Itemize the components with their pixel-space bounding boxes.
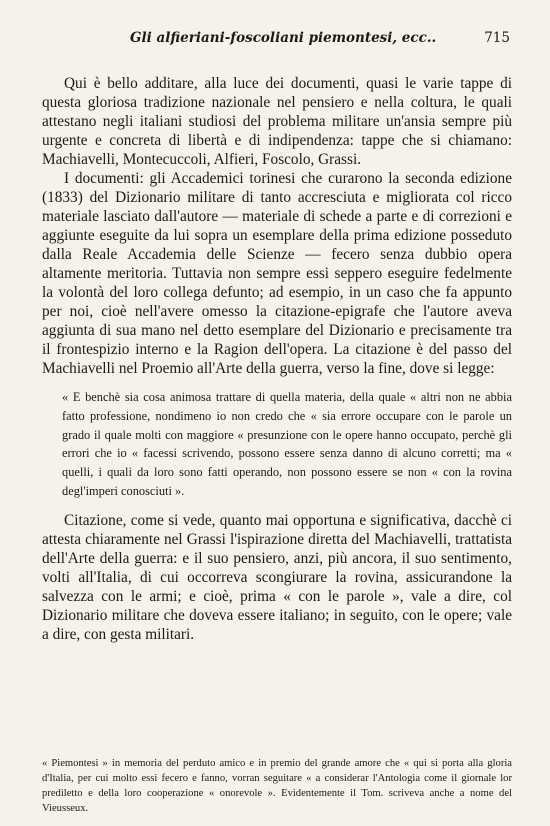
paragraph-3: Citazione, come si vede, quanto mai opportuna e significativa, dacchè ci attesta chiaramente nel Grassi l'ispirazione diretta del Machiavelli, trattatista dell'Arte della guerra: e il suo pensiero, anzi, più ancora, il suo sentimento, volti all'Italia, di cui occorreva scongiurare la rovina, assicurandone la salvezza con le armi; e cioè, prima « con le parole », vale a dire, col Dizionario militare che doveva essere italiano; in seguito, con le opere; vale a dire, con gesta militari.: [42, 511, 512, 643]
running-header: [130, 30, 510, 46]
block-quote: [62, 388, 512, 501]
page-number: 715: [484, 30, 510, 46]
running-title: Gli alfieriani-foscoliani piemontesi, ecc..: [130, 30, 437, 46]
paragraph-2: I documenti: gli Accademici torinesi che curarono la seconda edizione (1833) del Dizionario militare di tanto accresciuta e migliorata col ricco materiale lasciato dall'autore — materiale di schede a parte e di correzioni e aggiunte eseguite da lui sopra un esemplare della prima edizione posseduto dalla Reale Accademia delle Scienze — fecero senza dubbio opera altamente meritoria. Tuttavia non sempre essi seppero eseguire fedelmente la volontà del loro collega defunto; ad esempio, in un caso che fa appunto per noi, cioè nell'avere omesso la citazione-epigrafe che l'autore aveva aggiunta di sua mano nel detto esemplare del Dizionario e precisamente tra il frontespizio interno e la Ragion dell'opera. La citazione è del passo del Machiavelli nel Proemio all'Arte della guerra, verso la fine, dove si legge:: [42, 170, 512, 377]
footnote-text: « Piemontesi » in memoria del perduto amico e in premio del grande amore che « qui si porta alla gloria d'Italia, per cui molto essi fecero e fanno, vorran seguitare « a considerar l'Antologia come il giornale lor prediletto e della loro cooperazione « onorevole ». Evidentemente il Tom. scriveva anche a nome del Vieusseux.: [42, 758, 512, 814]
body-text: [42, 74, 512, 644]
paragraph-1: Qui è bello additare, alla luce dei documenti, quasi le varie tappe di questa gloriosa tradizione nazionale nel pensiero e nella coltura, le quali attestano negli italiani studiosi del problema militare un'ansia sempre più urgente e concreta di libertà e di indipendenza: tappe che si chiamano: Machiavelli, Montecuccoli, Alfieri, Foscolo, Grassi.: [42, 75, 512, 168]
footnote: [42, 756, 512, 816]
quote-text: « E benchè sia cosa animosa trattare di quella materia, della quale « altri non ne abbia fatto professione, nondimeno io non credo che « sia errore occupare con le parole un grado il quale molti con maggiore « presunzione con le opere hanno occupato, perchè gli errori che io « facessi scrivendo, possono essere senza danno di alcuno corretti; ma « quelli, i quali da loro sono fatti operando, non possono essere se non « con la rovina degl'imperi conosciuti ».: [62, 390, 512, 498]
